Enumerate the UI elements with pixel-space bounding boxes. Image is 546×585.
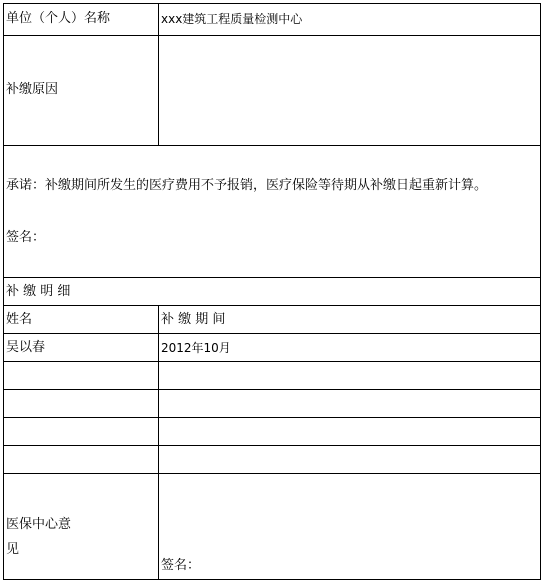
signature-label: 签名： xyxy=(6,230,46,245)
form-border xyxy=(3,3,541,580)
row-divider xyxy=(3,333,541,334)
unit-value[interactable]: xxx建筑工程质量检测中心 xyxy=(161,12,303,26)
row-divider xyxy=(3,361,541,362)
promise-text: 承诺：补缴期间所发生的医疗费用不予报销，医疗保险等待期从补缴日起重新计算。 xyxy=(6,178,488,193)
insurance-supplement-form xyxy=(3,3,541,580)
center-opinion-label-continued: 见 xyxy=(6,542,20,557)
center-signature-label: 签名： xyxy=(161,558,201,573)
column-divider xyxy=(158,3,159,145)
unit-label: 单位（个人）名称 xyxy=(6,11,111,26)
row-divider xyxy=(3,277,541,278)
row-divider xyxy=(3,145,541,146)
row-divider xyxy=(3,473,541,474)
column-header-name: 姓名 xyxy=(6,312,33,327)
column-header-period: 补 缴 期 间 xyxy=(161,312,226,327)
table-row-period: 2012年10月 xyxy=(161,341,231,355)
row-divider xyxy=(3,445,541,446)
row-divider xyxy=(3,417,541,418)
column-divider xyxy=(158,305,159,580)
row-divider xyxy=(3,35,541,36)
details-header: 补 缴 明 细 xyxy=(6,284,71,299)
row-divider xyxy=(3,305,541,306)
reason-label: 补缴原因 xyxy=(6,82,59,97)
center-opinion-label: 医保中心意 xyxy=(6,517,72,532)
row-divider xyxy=(3,389,541,390)
table-row-name: 吴以春 xyxy=(6,340,46,355)
